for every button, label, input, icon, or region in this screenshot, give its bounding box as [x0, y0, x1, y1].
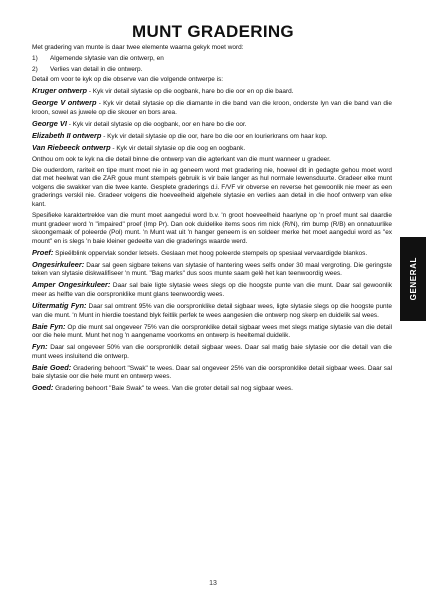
grade-text: Gradering behoort "Swak" te wees. Daar sal ongeveer 25% van die oorspronklike detail sigbaar wees. Daar sal baie slytasie oor die hele munt en ontwerp wees. [32, 364, 393, 381]
grade-entry [32, 343, 392, 361]
grade-text: Daar sal baie ligte slytasie wees slegs op die hoogste punte van die munt. Daar sal gewoonlik meer as helfte van die oorspronklike munt glans teenwoordig wees. [32, 282, 392, 298]
grade-entry [32, 323, 392, 341]
design-text: - Kyk vir detail slytasie op die diamante in die band van die kroon, onderste lyn van die band van die kroon, sowel as juwele op die skouer en bors area. [32, 100, 392, 116]
grade-label: Ongesirkuleer: [32, 259, 85, 269]
design-label: Elizabeth II ontwerp [32, 130, 102, 140]
design-text: - Kyk vir detail slytasie op die oogbank, oor en hare bo die oor. [66, 120, 247, 128]
design-label: George V ontwerp [32, 98, 97, 108]
grade-entry [32, 261, 392, 279]
grade-text: Op die munt sal ongeveer 75% van die oorspronklike detail sigbaar wees met slegs matige slytasie van die detail oor die hele munt. Munt het nog 'n aangename voorkoms en ontwerp is heeltemal duidelik. [32, 323, 393, 340]
paragraph: Onthou om ook te kyk na die detail binne die ontwerp van die agterkant van die munt wanneer u gradeer. [32, 155, 331, 163]
design-entry [32, 144, 392, 154]
list-number: 1) [32, 54, 38, 62]
section-tab-label: GENERAL [408, 257, 418, 301]
detail-intro: Detail om voor te kyk op die observe van die volgende ontwerpe is: [32, 76, 224, 84]
grade-label: Goed: [32, 383, 54, 393]
paragraph: Die ouderdom, rariteit en tipe munt moet nie in ag geneem word met gradering nie, hoewel dit in gedagte gehou moet word dat met heelwat van die ZAR goue munt stempels gebruik is vir baie langer as hul normale lewensduurte. Gradeer elke munt volgens die swakker van die twee kante. Gesplete graderings d.i. F/VF vir obverse en reverse het gewoonlik nie meer as een graderings verskil nie. Gradeer volgens die hoeveelheid algehele slytasie en verlies aan detail in die hoof ontwerp van elke kant. [32, 166, 392, 209]
list-text: Algemende slytasie van die ontwerp, en [50, 54, 164, 62]
grade-text: Gradering behoort "Baie Swak" te wees. Van die groter detail sal nog sigbaar wees. [53, 385, 293, 393]
design-entry [32, 87, 392, 97]
grade-text: Spieëlblink oppervlak sonder letsels. Geslaan met hoog poleerde stempels op spesiaal vervaardigde blankos. [53, 249, 368, 257]
grade-label: Baie Goed: [32, 362, 72, 372]
paragraph: Spesifieke karaktertrekke van die munt moet aangedui word b.v. 'n groot hoeveelheid haarlyne op 'n proef munt sal daardie munt gradeer word 'n "impaired" proef (Imp Pr). Dan ook duidelike items soos rim nick (R/N), rim bump (R/B) en onnatuurlike skoongemaak of poleerde (Pol) munt. 'n Munt wat uit 'n hanger geneem is en soldeer merke het moet aangedui word as "ex mount" en is slegs 'n baie kleiner gedeelte van die graderings waarde werd. [32, 212, 392, 245]
page-number: 13 [209, 580, 217, 587]
intro-text: Met gradering van munte is daar twee elemente waarna gekyk moet word: [32, 44, 244, 51]
list-text: Verlies van detail in die ontwerp. [50, 65, 143, 73]
design-label: George VI [32, 118, 67, 128]
design-label: Kruger ontwerp [32, 86, 88, 96]
design-entry [32, 132, 392, 142]
grade-label: Amper Ongesirkuleer: [32, 280, 111, 290]
design-text: - Kyk vir detail slytasie op die oogbank, hare bo die oor en op die baard. [87, 88, 294, 96]
grade-text: Daar sal ongeveer 50% van die oorspronklik detail sigbaar wees. Daar sal matig baie slytasie oor die detail van die munt wees insluitend die ontwerp. [32, 344, 392, 360]
grade-label: Baie Fyn: [32, 321, 66, 331]
design-entry [32, 120, 392, 130]
article-body [32, 44, 392, 396]
grade-entry [32, 384, 392, 394]
grade-label: Fyn: [32, 342, 48, 352]
grade-label: Proef: [32, 247, 54, 257]
grade-entry [32, 249, 392, 259]
grade-entry [32, 302, 392, 320]
grade-label: Uitermatig Fyn: [32, 300, 87, 310]
design-entry [32, 99, 392, 117]
grade-entry [32, 281, 392, 299]
grade-text: Daar sal geen sigbare tekens van slytasie of hantering wees selfs onder 30 maal vergroting. Die geringste teken van slytasie diskwalifiseer 'n munt. "Bag marks" dus soos munte saam gelê het kan teenwoordig wees. [32, 261, 392, 278]
list-number: 2) [32, 65, 38, 73]
design-label: Van Riebeeck ontwerp [32, 142, 111, 152]
list-item [32, 66, 392, 75]
design-text: - Kyk vir detail slytasie op die oor, hare bo die oor en lourierkrans om haar kop. [101, 132, 328, 140]
page-title: MUNT GRADERING [132, 22, 294, 41]
grade-entry [32, 364, 392, 382]
section-tab [400, 237, 426, 321]
list-item [32, 55, 392, 64]
grade-text: Daar sal omtrent 95% van die oorspronklike detail sigbaar wees, ligte slytasie slegs op die hoogste punte van die munt. 'n Munt in hierdie toestand blyk feitlik perfek te wees aangesien die ontwerp nog skerp en duidelik sal wees. [32, 302, 393, 319]
design-text: - Kyk vir detail slytasie op die oog en oogbank. [110, 144, 246, 152]
